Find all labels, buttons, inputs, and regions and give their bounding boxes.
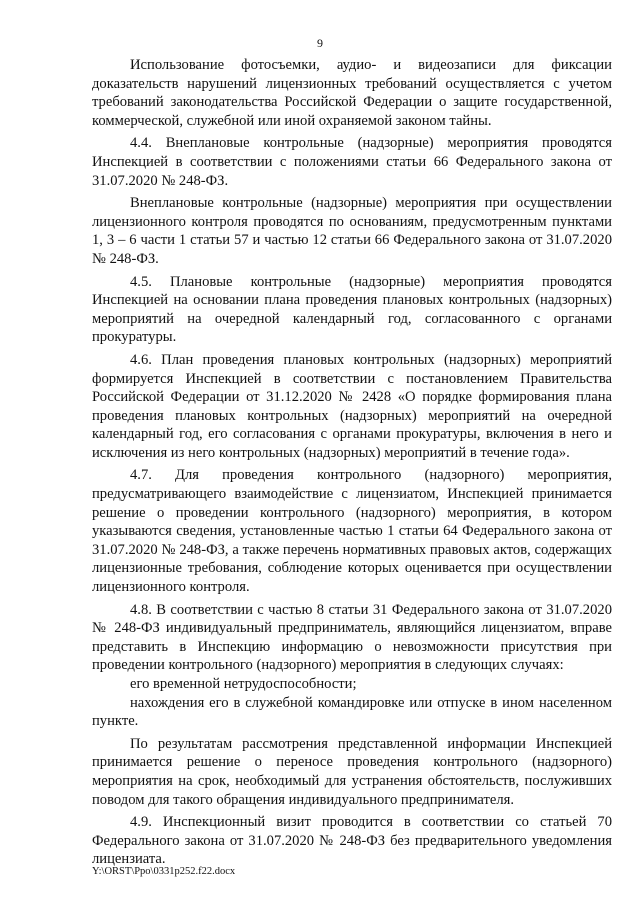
page-number: 9 [317, 36, 323, 50]
paragraph-4-5-scheduled-inspections: 4.5. Плановые контрольные (надзорные) мероприятия проводятся Инспекцией на основании плана проведения плановых контрольных (надзорных) мероприятий на очередной календарный год, согласованного с органами прокуратуры. [92, 273, 612, 346]
paragraph-4-8-absence-notice: 4.8. В соответствии с частью 8 статьи 31 Федерального закона от 31.07.2020 № 248-ФЗ индивидуальный предприниматель, являющийся лицензиатом, вправе представить в Инспекцию информацию о невозможности присутствия при проведении контрольного (надзорного) мероприятия в следующих случаях: [92, 601, 612, 674]
document-body [92, 56, 612, 873]
list-item-business-trip: нахождения его в служебной командировке или отпуске в ином населенном пункте. [92, 694, 612, 730]
paragraph-4-9-inspection-visit: 4.9. Инспекционный визит проводится в соответствии со статьей 70 Федерального закона от 31.07.2020 № 248-ФЗ без предварительного уведомления лицензиата. [92, 814, 612, 868]
paragraph-evidence-recording: Использование фотосъемки, аудио- и видеозаписи для фиксации доказательств нарушений лицензионных требований осуществляется с учетом требований законодательства Российской Федерации о защите государственной, коммерческой, служебной или иной охраняемой законом тайны. [92, 57, 612, 129]
paragraph-4-7-inspection-decision: 4.7. Для проведения контрольного (надзорного) мероприятия, предусматривающего взаимодействие с лицензиатом, Инспекцией принимается решение о проведении контрольного (надзорного) мероприятия, в котором указываются сведения, установленные частью 1 статьи 64 Федерального закона от 31.07.2020 № 248-ФЗ, а также перечень нормативных правовых актов, содержащих лицензионные требования, соблюдение которых оценивается при осуществлении лицензионного контроля. [92, 467, 612, 596]
paragraph-4-4-unscheduled-inspections: 4.4. Внеплановые контрольные (надзорные) мероприятия проводятся Инспекцией в соответствии с положениями статьи 66 Федерального закона от 31.07.2020 № 248-ФЗ. [92, 135, 612, 189]
footer-file-path: Y:\ORST\Ppo\0331p252.f22.docx [92, 866, 236, 877]
paragraph-postponement-decision: По результатам рассмотрения представленной информации Инспекцией принимается решение о переносе проведения контрольного (надзорного) мероприятия на срок, необходимый для устранения обстоятельств, послуживших поводом для такого обращения индивидуального предпринимателя. [92, 735, 612, 808]
paragraph-4-6-inspection-plan: 4.6. План проведения плановых контрольных (надзорных) мероприятий формируется Инспекцией в соответствии с постановлением Правительства Российской Федерации от 31.12.2020 № 2428 «О порядке формирования плана проведения плановых контрольных (надзорных) мероприятий на очередной календарный год, его согласования с органами прокуратуры, включения в него и исключения из него контрольных (надзорных) мероприятий в течение года». [92, 351, 612, 461]
list-item-temporary-disability: его временной нетрудоспособности; [130, 676, 357, 692]
paragraph-unscheduled-grounds: Внеплановые контрольные (надзорные) мероприятия при осуществлении лицензионного контроля проводятся по основаниям, предусмотренным пунктами 1, 3 – 6 части 1 статьи 57 и частью 12 статьи 66 Федерального закона от 31.07.2020 № 248-ФЗ. [92, 195, 612, 267]
